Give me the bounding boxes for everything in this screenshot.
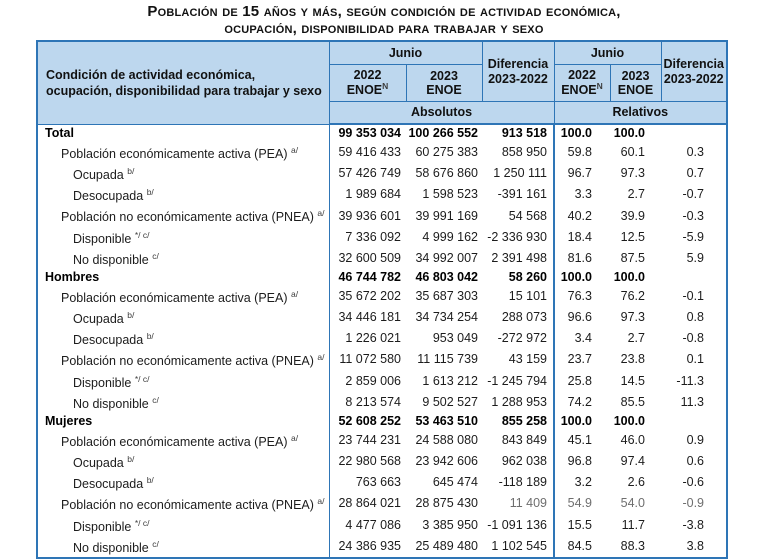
row-label: Ocupada $^{b/}$ [37, 451, 329, 472]
value-cell: 8 213 574 [345, 394, 401, 409]
table-body [37, 124, 727, 558]
value-cell: 46.0 [620, 432, 645, 447]
header-2023-enoe-absolutos: 2023 ENOE [406, 65, 482, 102]
value-cell: -3.8 [682, 517, 704, 532]
value-cell: 12.5 [620, 229, 645, 244]
value-cell: 0.6 [686, 454, 704, 469]
table-row [37, 472, 727, 493]
value-cell: 3.4 [574, 331, 592, 346]
value-cell: 2 859 006 [345, 373, 401, 388]
table-row [37, 451, 727, 472]
value-cell: 97.3 [620, 166, 645, 181]
header-absolutos: Absolutos [329, 102, 554, 125]
table-row [37, 371, 727, 392]
value-cell: 11 072 580 [339, 352, 401, 367]
value-cell: 843 849 [482, 430, 554, 451]
value-cell: 39 991 169 [415, 208, 478, 223]
value-cell: 962 038 [482, 451, 554, 472]
value-cell: 858 950 [482, 142, 554, 163]
row-label: Mujeres [37, 413, 329, 430]
header-2023-enoe-relativos: 2023 ENOE [610, 65, 661, 102]
value-cell: 0.3 [686, 145, 704, 160]
value-cell: 54.9 [567, 496, 592, 511]
footnote-mark: */ c/ [134, 229, 150, 240]
enoe-footnote-mark: N [596, 81, 603, 92]
footnote-mark: b/ [127, 310, 135, 321]
value-cell: -2 336 930 [482, 227, 554, 248]
table-row [37, 248, 727, 269]
value-cell: 88.3 [620, 538, 645, 553]
table-row [37, 413, 727, 430]
value-cell: 99 353 034 [338, 126, 401, 140]
value-cell: 953 049 [432, 331, 478, 346]
row-label: Desocupada $^{b/}$ [37, 328, 329, 349]
row-label: Población no económicamente activa (PNEA) $^{a/}$ [37, 205, 329, 226]
value-cell: 25.8 [567, 373, 592, 388]
value-cell: -5.9 [682, 229, 704, 244]
row-label: No disponible $^{c/}$ [37, 536, 329, 558]
row-label: No disponible $^{c/}$ [37, 392, 329, 413]
table-row [37, 184, 727, 205]
row-label: Población económicamente activa (PEA) $^{a/}$ [37, 142, 329, 163]
value-cell: 76.3 [567, 289, 592, 304]
value-cell: 3 385 950 [422, 517, 478, 532]
value-cell: 2 391 498 [482, 248, 554, 269]
table-row [37, 205, 727, 226]
footnote-mark: c/ [152, 250, 159, 261]
value-cell: 11 115 739 [417, 352, 478, 367]
row-label: Disponible $^{*/ c/}$ [37, 515, 329, 536]
value-cell: 22 980 568 [338, 454, 401, 469]
table-row [37, 163, 727, 184]
value-cell: 0.7 [686, 166, 704, 181]
value-cell: 2.6 [627, 475, 645, 490]
table-title-line1: Población de 15 años y más, según condición de actividad económica, [147, 3, 621, 20]
value-cell: 96.8 [567, 454, 592, 469]
value-cell: 1 989 684 [345, 187, 401, 202]
value-cell: 46 744 782 [338, 269, 401, 284]
footnote-mark: a/ [291, 145, 299, 155]
value-cell: 1 250 111 [482, 163, 554, 184]
value-cell: 14.5 [620, 373, 645, 388]
value-cell: 54 568 [482, 205, 554, 226]
footnote-mark: */ c/ [134, 373, 150, 384]
value-cell: 52 608 252 [338, 413, 401, 428]
value-cell: 35 672 202 [338, 289, 401, 304]
value-cell: 23.7 [567, 352, 592, 367]
value-cell: 32 600 509 [338, 250, 401, 265]
value-cell: 9 502 527 [422, 394, 478, 409]
value-cell: 53 463 510 [415, 413, 478, 428]
value-cell [661, 269, 727, 286]
value-cell: 3.8 [686, 538, 704, 553]
table-row [37, 515, 727, 536]
header-relativos: Relativos [554, 102, 727, 125]
value-cell: -0.7 [682, 187, 704, 202]
value-cell: 100.0 [613, 413, 645, 428]
row-label: Población no económicamente activa (PNEA) $^{a/}$ [37, 349, 329, 370]
footnote-mark: a/ [291, 432, 299, 443]
footnote-mark: c/ [152, 538, 159, 549]
value-cell: 28 864 021 [338, 496, 401, 511]
row-label: Desocupada $^{b/}$ [37, 472, 329, 493]
value-cell: 3.3 [574, 187, 592, 202]
value-cell: 39.9 [620, 208, 645, 223]
value-cell: 11 409 [482, 493, 554, 514]
value-cell: 58 260 [482, 269, 554, 286]
value-cell: 2.7 [627, 331, 645, 346]
value-cell: 58 676 860 [415, 166, 478, 181]
value-cell: 4 999 162 [422, 229, 478, 244]
footnote-mark: a/ [317, 208, 325, 219]
value-cell: 96.7 [567, 166, 592, 181]
value-cell [661, 124, 727, 142]
value-cell: 76.2 [620, 289, 645, 304]
value-cell: 87.5 [620, 250, 645, 265]
footnote-mark: a/ [291, 288, 299, 299]
table-title [0, 0, 768, 37]
value-cell: 1 613 212 [422, 373, 478, 388]
footnote-mark: b/ [127, 454, 135, 465]
footnote-mark: a/ [317, 496, 325, 507]
value-cell: 913 518 [482, 124, 554, 142]
value-cell: -272 972 [482, 328, 554, 349]
population-activity-table [36, 40, 728, 559]
value-cell: -11.3 [676, 373, 704, 388]
header-2022-enoe-absolutos: 2022 $ENOE^N$ [329, 65, 406, 102]
value-cell: 1 598 523 [422, 187, 478, 202]
value-cell: -1 091 136 [482, 515, 554, 536]
value-cell: 18.4 [567, 229, 592, 244]
table-row [37, 124, 727, 142]
value-cell: 1 288 953 [482, 392, 554, 413]
header-junio-absolutos: Junio [329, 41, 482, 65]
table-row [37, 349, 727, 370]
value-cell: 23 942 606 [415, 454, 478, 469]
value-cell: 24 386 935 [338, 538, 401, 553]
footnote-mark: b/ [146, 187, 154, 198]
row-label: Hombres [37, 269, 329, 286]
value-cell: -0.8 [682, 331, 704, 346]
row-label: Población económicamente activa (PEA) $^{a/}$ [37, 286, 329, 307]
value-cell: -118 189 [482, 472, 554, 493]
value-cell: 1 226 021 [345, 331, 401, 346]
value-cell: 0.9 [686, 432, 704, 447]
footnote-mark: b/ [146, 331, 154, 342]
table-header [37, 41, 727, 124]
table-row [37, 328, 727, 349]
footnote-mark: */ c/ [134, 517, 150, 528]
table-title-line2: ocupación, disponibilidad para trabajar y sexo [224, 20, 544, 37]
table-row [37, 227, 727, 248]
value-cell: -391 161 [482, 184, 554, 205]
footnote-mark: b/ [127, 166, 135, 177]
value-cell: 34 734 254 [415, 310, 478, 325]
table-row [37, 286, 727, 307]
value-cell: 15.5 [567, 517, 592, 532]
value-cell: 46 803 042 [415, 269, 478, 284]
value-cell: 100.0 [560, 269, 592, 284]
footnote-mark: c/ [152, 394, 159, 405]
header-2022-enoe-relativos: 2022 $ENOE^N$ [554, 65, 610, 102]
table-row [37, 493, 727, 514]
value-cell: 15 101 [482, 286, 554, 307]
header-row-label: Condición de actividad económica, ocupación, disponibilidad para trabajar y sexo [37, 41, 329, 124]
value-cell [661, 413, 727, 430]
value-cell: 43 159 [482, 349, 554, 370]
row-label: Desocupada $^{b/}$ [37, 184, 329, 205]
value-cell: 0.8 [686, 310, 704, 325]
table-row [37, 392, 727, 413]
header-diferencia-absolutos: Diferencia 2023-2022 [482, 41, 554, 102]
value-cell: -0.9 [682, 496, 704, 511]
value-cell: 100 266 552 [408, 126, 478, 140]
value-cell: 23.8 [620, 352, 645, 367]
value-cell: 100.0 [613, 126, 645, 140]
value-cell: -0.3 [682, 208, 704, 223]
value-cell: 34 446 181 [338, 310, 401, 325]
table-row [37, 536, 727, 558]
value-cell: 3.2 [574, 475, 592, 490]
value-cell: 81.6 [567, 250, 592, 265]
value-cell: -0.1 [682, 289, 704, 304]
value-cell: 97.4 [620, 454, 645, 469]
value-cell: 39 936 601 [338, 208, 401, 223]
footnote-mark: b/ [146, 475, 154, 486]
table-row [37, 307, 727, 328]
table-row [37, 142, 727, 163]
header-junio-relativos: Junio [554, 41, 661, 65]
value-cell: -0.6 [682, 475, 704, 490]
row-label: Población económicamente activa (PEA) $^{a/}$ [37, 430, 329, 451]
table-row [37, 430, 727, 451]
value-cell: 96.6 [567, 310, 592, 325]
value-cell: 60 275 383 [415, 145, 478, 160]
row-label: No disponible $^{c/}$ [37, 248, 329, 269]
value-cell: 54.0 [620, 496, 645, 511]
value-cell: 1 102 545 [482, 536, 554, 558]
value-cell: -1 245 794 [482, 371, 554, 392]
value-cell: 11.7 [621, 517, 645, 532]
value-cell: 34 992 007 [415, 250, 478, 265]
value-cell: 11.3 [680, 394, 704, 409]
value-cell: 763 663 [355, 475, 401, 490]
value-cell: 60.1 [620, 145, 645, 160]
value-cell: 0.1 [686, 352, 704, 367]
enoe-footnote-mark: N [382, 81, 389, 92]
footnote-mark: a/ [317, 352, 325, 363]
row-label: Ocupada $^{b/}$ [37, 307, 329, 328]
table-row [37, 269, 727, 286]
value-cell: 25 489 480 [415, 538, 478, 553]
value-cell: 59 416 433 [338, 145, 401, 160]
value-cell: 4 477 086 [345, 517, 401, 532]
value-cell: 40.2 [567, 208, 592, 223]
value-cell: 5.9 [686, 250, 704, 265]
value-cell: 855 258 [482, 413, 554, 430]
value-cell: 35 687 303 [415, 289, 478, 304]
header-diferencia-relativos: Diferencia 2023-2022 [661, 41, 727, 102]
value-cell: 100.0 [560, 413, 592, 428]
value-cell: 59.8 [567, 145, 592, 160]
value-cell: 24 588 080 [415, 432, 478, 447]
value-cell: 28 875 430 [415, 496, 478, 511]
value-cell: 2.7 [627, 187, 645, 202]
value-cell: 97.3 [620, 310, 645, 325]
value-cell: 100.0 [560, 126, 592, 140]
row-label: Total [37, 124, 329, 142]
value-cell: 74.2 [567, 394, 592, 409]
row-label: Ocupada $^{b/}$ [37, 163, 329, 184]
value-cell: 84.5 [567, 538, 592, 553]
value-cell: 45.1 [567, 432, 592, 447]
value-cell: 85.5 [620, 394, 645, 409]
value-cell: 288 073 [482, 307, 554, 328]
value-cell: 7 336 092 [345, 229, 401, 244]
value-cell: 23 744 231 [338, 432, 401, 447]
row-label: Disponible $^{*/ c/}$ [37, 227, 329, 248]
value-cell: 645 474 [432, 475, 478, 490]
row-label: Población no económicamente activa (PNEA) $^{a/}$ [37, 493, 329, 514]
value-cell: 57 426 749 [338, 166, 401, 181]
value-cell: 100.0 [613, 269, 645, 284]
row-label: Disponible $^{*/ c/}$ [37, 371, 329, 392]
